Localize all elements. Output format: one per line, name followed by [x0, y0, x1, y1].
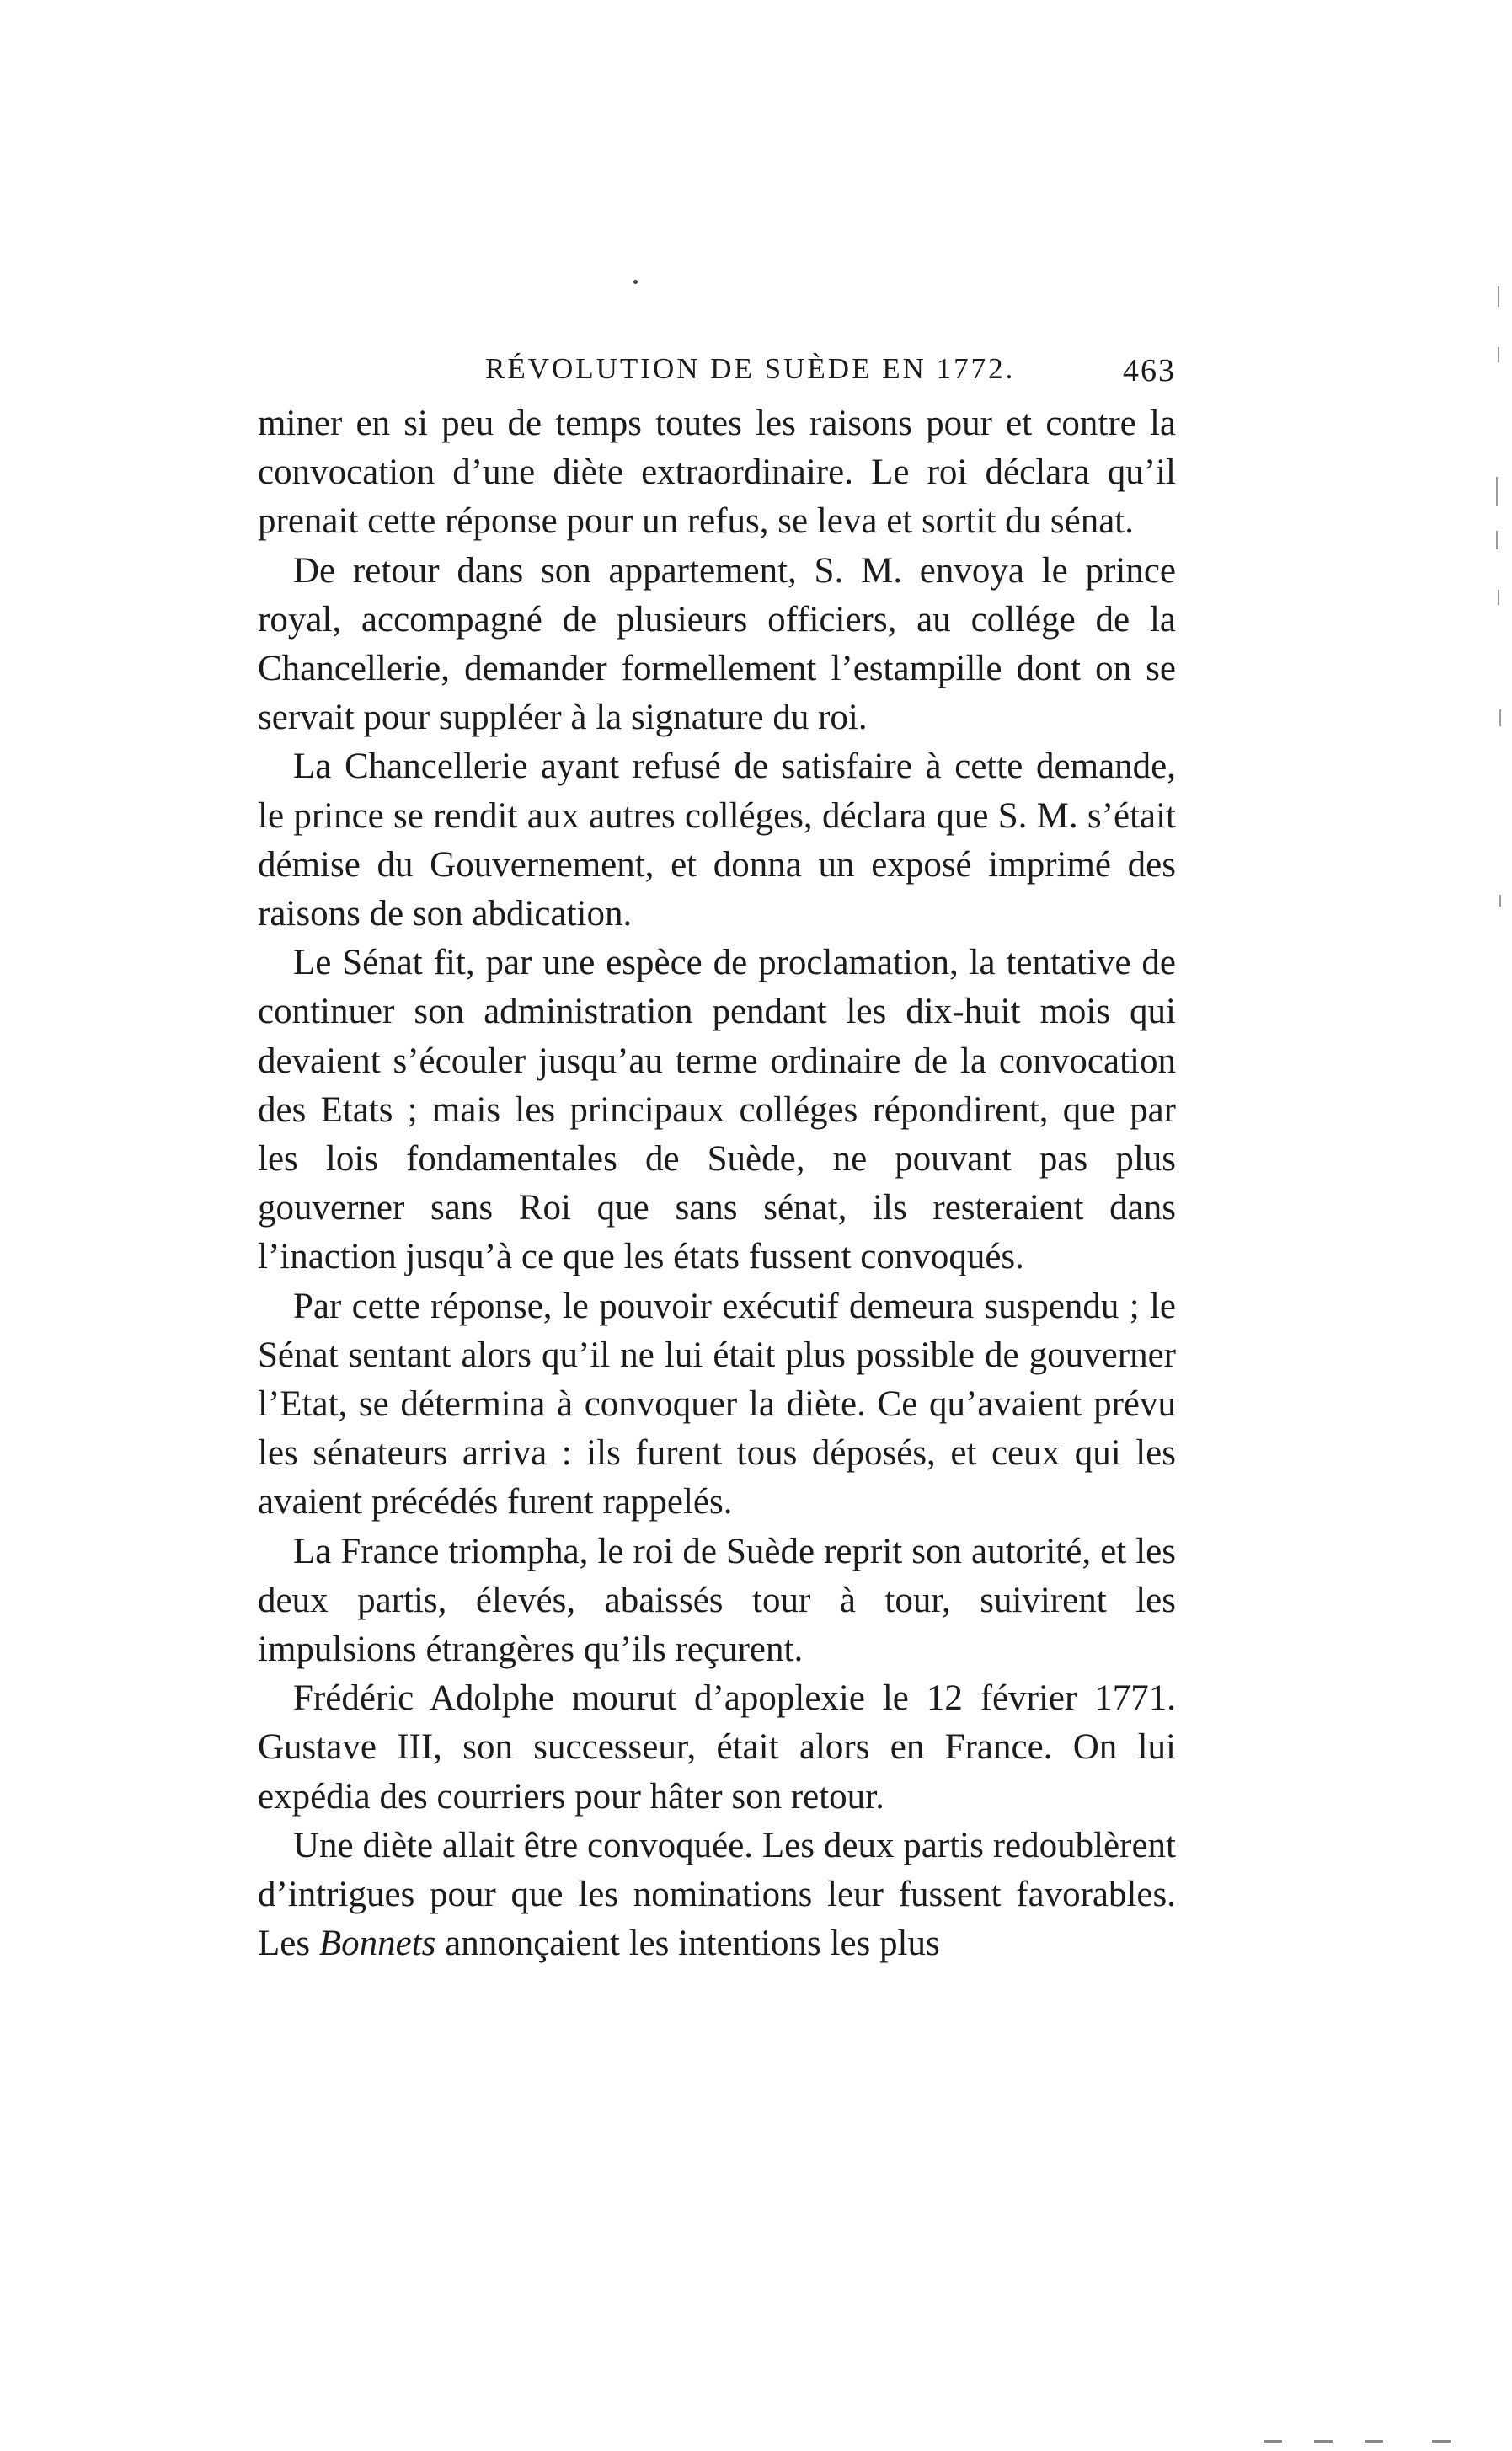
- paragraph-text: Frédéric Adolphe mourut d’apoplexie le 12 février 1771. Gustave III, son successeur, était alors en France. On lui expédia des courriers pour hâter son retour.: [258, 1678, 1176, 1817]
- body-text: [258, 399, 1176, 1969]
- scan-bottom-mark: [1314, 2440, 1333, 2443]
- paragraph-text: La Chancellerie ayant refusé de satisfaire à cette demande, le prince se rendit aux autres colléges, déclara que S. M. s’était démise du Gouvernement, et donna un exposé imprimé des raisons de son abdication.: [258, 747, 1176, 934]
- paragraph-4: [258, 939, 1176, 1282]
- paragraph-text: Par cette réponse, le pouvoir exécutif demeura suspendu ; le Sénat sentant alors qu’il ne lui était plus possible de gouverner l’Etat, se détermina à convoquer la diète. Ce qu’avaient prévu les sénateurs arriva : ils furent tous déposés, et ceux qui les avaient précédés furent rappelés.: [258, 1286, 1176, 1523]
- paragraph-1: [258, 399, 1176, 547]
- scan-bottom-mark: [1365, 2440, 1383, 2443]
- stray-dot: [633, 280, 638, 284]
- page-number: 463: [1123, 353, 1176, 388]
- scan-bottom-mark: [1264, 2440, 1282, 2443]
- scan-edge-mark: [1496, 531, 1498, 549]
- running-header: [258, 352, 1176, 403]
- scan-edge-mark: [1499, 709, 1501, 726]
- scan-edge-mark: [1498, 347, 1499, 362]
- paragraph-text: La France triompha, le roi de Suède reprit son autorité, et les deux partis, élevés, abaissés tour à tour, suivirent les impulsions étrangères qu’ils reçurent.: [258, 1531, 1176, 1670]
- italic-term: Bonnets: [318, 1924, 436, 1964]
- paragraph-text: miner en si peu de temps toutes les raisons pour et contre la convocation d’une diète extraordinaire. Le roi déclara qu’il prenait cette réponse pour un refus, se leva et sortit du sénat.: [258, 404, 1176, 542]
- paragraph-text: Une diète allait être convoquée. Les deux partis redoublèrent d’intrigues pour que les nominations leur fussent favorables. Les: [258, 1825, 1176, 1964]
- paragraph-text: annonçaient les intentions les plus: [435, 1924, 940, 1964]
- paragraph-6: [258, 1528, 1176, 1675]
- scan-bottom-mark: [1432, 2440, 1451, 2443]
- scan-edge-mark: [1498, 590, 1499, 605]
- paragraph-8: [258, 1822, 1176, 1969]
- paragraph-3: [258, 742, 1176, 939]
- paragraph-text: Le Sénat fit, par une espèce de proclamation, la tentative de continuer son administration pendant les dix-huit mois qui devaient s’écouler jusqu’au terme ordinaire de la convocation des Etats ; mais les principaux colléges répondirent, que par les lois fondamentales de Suède, ne pouvant pas plus gouverner sans Roi que sans sénat, ils resteraient dans l’inaction jusqu’à ce que les états fussent convoqués.: [258, 943, 1176, 1277]
- scan-edge-mark: [1496, 477, 1498, 506]
- paragraph-7: [258, 1674, 1176, 1822]
- paragraph-text: De retour dans son appartement, S. M. envoya le prince royal, accompagné de plusieurs officiers, au collége de la Chancellerie, demander formellement l’estampille dont on se servait pour suppléer à la signature du roi.: [258, 550, 1176, 738]
- scan-edge-mark: [1499, 895, 1501, 907]
- scan-edge-mark: [1498, 286, 1499, 307]
- paragraph-5: [258, 1282, 1176, 1528]
- running-title: RÉVOLUTION DE SUÈDE EN 1772.: [485, 352, 1016, 385]
- paragraph-2: [258, 547, 1176, 743]
